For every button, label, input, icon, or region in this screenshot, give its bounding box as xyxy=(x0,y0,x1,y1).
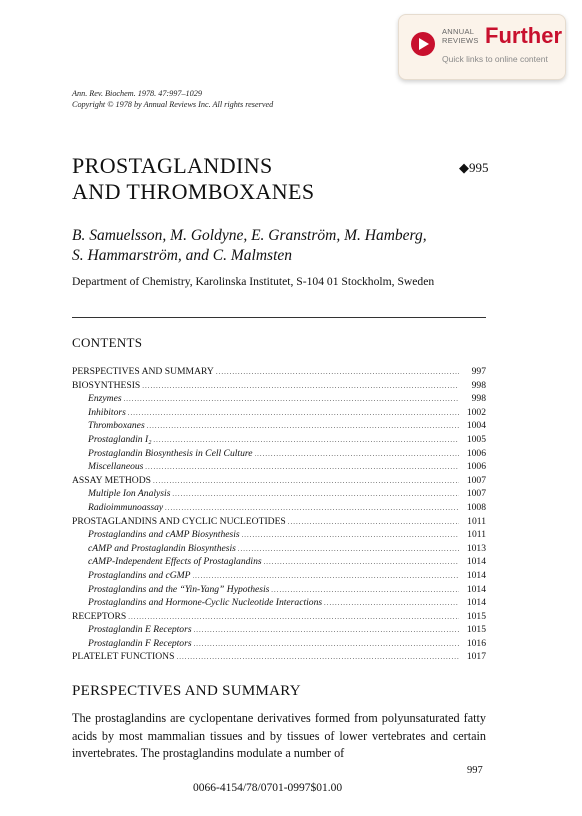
toc-entry[interactable] xyxy=(72,419,486,433)
toc-leader-dots xyxy=(147,420,459,434)
toc-entry-page: 1006 xyxy=(466,461,486,473)
toc-entry[interactable] xyxy=(72,637,486,651)
toc-entry-page: 1014 xyxy=(466,597,486,609)
toc-entry[interactable] xyxy=(72,610,486,624)
section-heading: PERSPECTIVES AND SUMMARY xyxy=(72,683,301,699)
toc-entry-label: cAMP and Prostaglandin Biosynthesis xyxy=(88,542,236,554)
journal-reference xyxy=(72,88,273,110)
toc-leader-dots xyxy=(128,611,459,625)
toc-entry-page: 1015 xyxy=(466,624,486,636)
toc-entry-page: 1002 xyxy=(466,406,486,418)
toc-entry[interactable] xyxy=(72,542,486,556)
toc-entry[interactable] xyxy=(72,379,486,393)
affiliation: Department of Chemistry, Karolinska Institutet, S-104 01 Stockholm, Sweden xyxy=(72,275,435,288)
toc-leader-dots xyxy=(153,434,459,448)
page-number: 997 xyxy=(467,765,483,776)
toc-entry-page: 1006 xyxy=(466,447,486,459)
author-list xyxy=(72,226,427,266)
annual-reviews-logo-icon xyxy=(410,31,436,57)
toc-entry-page: 998 xyxy=(471,393,486,405)
toc-leader-dots xyxy=(145,461,459,475)
table-of-contents xyxy=(72,365,486,664)
divider xyxy=(72,317,486,318)
toc-entry-label: Prostaglandin I₂ xyxy=(88,433,152,445)
toc-entry-page: 1005 xyxy=(466,433,486,445)
toc-leader-dots xyxy=(255,448,459,462)
authors-line-1: B. Samuelsson, M. Goldyne, E. Granström, M. Hamberg, xyxy=(72,227,427,244)
toc-leader-dots xyxy=(324,597,459,611)
toc-entry[interactable] xyxy=(72,569,486,583)
toc-entry-label: cAMP-Independent Effects of Prostaglandins xyxy=(88,556,262,568)
toc-entry[interactable] xyxy=(72,392,486,406)
toc-leader-dots xyxy=(194,638,459,652)
toc-leader-dots xyxy=(194,624,459,638)
toc-entry-page: 1015 xyxy=(466,610,486,622)
badge-brand-label: ANNUAL REVIEWS xyxy=(442,27,479,45)
toc-leader-dots xyxy=(176,651,459,665)
toc-entry-label: Prostaglandin E Receptors xyxy=(88,624,192,636)
toc-entry-label: Thromboxanes xyxy=(88,420,145,432)
toc-leader-dots xyxy=(165,502,459,516)
toc-entry[interactable] xyxy=(72,474,486,488)
contents-heading: CONTENTS xyxy=(72,335,143,350)
toc-entry-page: 1017 xyxy=(466,651,486,663)
body-paragraph: The prostaglandins are cyclopentane derivatives formed from polyunsaturated fatty acids by most mammalian tissues and by tissues of lower vertebrates and certain invertebrates. The prostaglandins modulate a number of xyxy=(72,711,486,760)
toc-entry[interactable] xyxy=(72,501,486,515)
toc-entry-label: Multiple Ion Analysis xyxy=(88,488,171,500)
toc-entry[interactable] xyxy=(72,528,486,542)
journal-citation: Ann. Rev. Biochem. 1978. 47:997–1029 xyxy=(72,89,202,98)
toc-leader-dots xyxy=(242,529,459,543)
toc-entry-page: 1014 xyxy=(466,583,486,595)
copyright-line: Copyright © 1978 by Annual Reviews Inc. All rights reserved xyxy=(72,100,274,109)
toc-entry-label: Prostaglandins and Hormone-Cyclic Nucleotide Interactions xyxy=(88,597,323,609)
toc-entry-label: PROSTAGLANDINS AND CYCLIC NUCLEOTIDES xyxy=(72,515,286,527)
toc-entry-label: PERSPECTIVES AND SUMMARY xyxy=(72,366,214,377)
toc-leader-dots xyxy=(264,556,459,570)
toc-entry-label: Radioimmunoassay xyxy=(88,501,164,513)
toc-entry-page: 998 xyxy=(471,379,486,391)
toc-entry-label: Prostaglandins and cAMP Biosynthesis xyxy=(88,529,240,541)
toc-entry-page: 1004 xyxy=(466,420,486,432)
toc-leader-dots xyxy=(142,380,459,394)
badge-subtitle: Quick links to online content xyxy=(442,54,548,64)
toc-entry-label: RECEPTORS xyxy=(72,610,127,622)
toc-entry-page: 1008 xyxy=(466,501,486,513)
toc-entry-page: 1011 xyxy=(467,529,486,541)
toc-entry[interactable] xyxy=(72,365,486,379)
title-line-2: AND THROMBOXANES xyxy=(72,179,315,204)
article-title xyxy=(72,153,315,205)
toc-entry[interactable] xyxy=(72,596,486,610)
toc-entry[interactable] xyxy=(72,447,486,461)
toc-leader-dots xyxy=(238,543,459,557)
toc-entry-label: Enzymes xyxy=(88,393,122,405)
toc-entry-page: 1011 xyxy=(467,515,486,527)
toc-leader-dots xyxy=(193,570,459,584)
toc-entry[interactable] xyxy=(72,460,486,474)
further-badge[interactable] xyxy=(398,14,566,80)
toc-entry[interactable] xyxy=(72,555,486,569)
toc-entry-page: 997 xyxy=(471,366,486,377)
toc-leader-dots xyxy=(124,393,459,407)
toc-leader-dots xyxy=(271,584,459,598)
toc-entry-page: 1007 xyxy=(466,474,486,486)
toc-entry[interactable] xyxy=(72,487,486,501)
toc-entry-page: 1016 xyxy=(466,637,486,649)
toc-entry-label: PLATELET FUNCTIONS xyxy=(72,651,175,663)
toc-entry[interactable] xyxy=(72,406,486,420)
toc-entry-label: Prostaglandins and the “Yin-Yang” Hypothesis xyxy=(88,583,270,595)
toc-entry[interactable] xyxy=(72,623,486,637)
toc-entry-label: Miscellaneous xyxy=(88,461,144,473)
toc-entry-page: 1007 xyxy=(466,488,486,500)
page-marker: ◆995 xyxy=(459,160,489,175)
toc-entry-label: BIOSYNTHESIS xyxy=(72,379,141,391)
toc-entry-page: 1014 xyxy=(466,556,486,568)
toc-leader-dots xyxy=(172,488,459,502)
issn-code: 0066-4154/78/0701-0997$01.00 xyxy=(193,782,343,794)
toc-leader-dots xyxy=(128,407,459,421)
toc-entry-label: ASSAY METHODS xyxy=(72,474,151,486)
toc-entry-page: 1014 xyxy=(466,569,486,581)
toc-entry-label: Prostaglandins and cGMP xyxy=(88,569,191,581)
toc-leader-dots xyxy=(288,516,459,530)
toc-entry-label: Prostaglandin Biosynthesis in Cell Culture xyxy=(88,447,253,459)
toc-leader-dots xyxy=(153,475,459,489)
toc-entry-label: Prostaglandin F Receptors xyxy=(88,637,192,649)
toc-entry[interactable] xyxy=(72,433,486,447)
toc-entry[interactable] xyxy=(72,583,486,597)
authors-line-2: S. Hammarström, and C. Malmsten xyxy=(72,247,293,264)
badge-further-label: Further xyxy=(485,23,562,48)
toc-entry[interactable] xyxy=(72,650,486,664)
toc-entry-label: Inhibitors xyxy=(88,406,126,418)
toc-entry-page: 1013 xyxy=(466,542,486,554)
toc-entry[interactable] xyxy=(72,515,486,529)
toc-leader-dots xyxy=(216,366,459,380)
title-line-1: PROSTAGLANDINS xyxy=(72,153,273,178)
